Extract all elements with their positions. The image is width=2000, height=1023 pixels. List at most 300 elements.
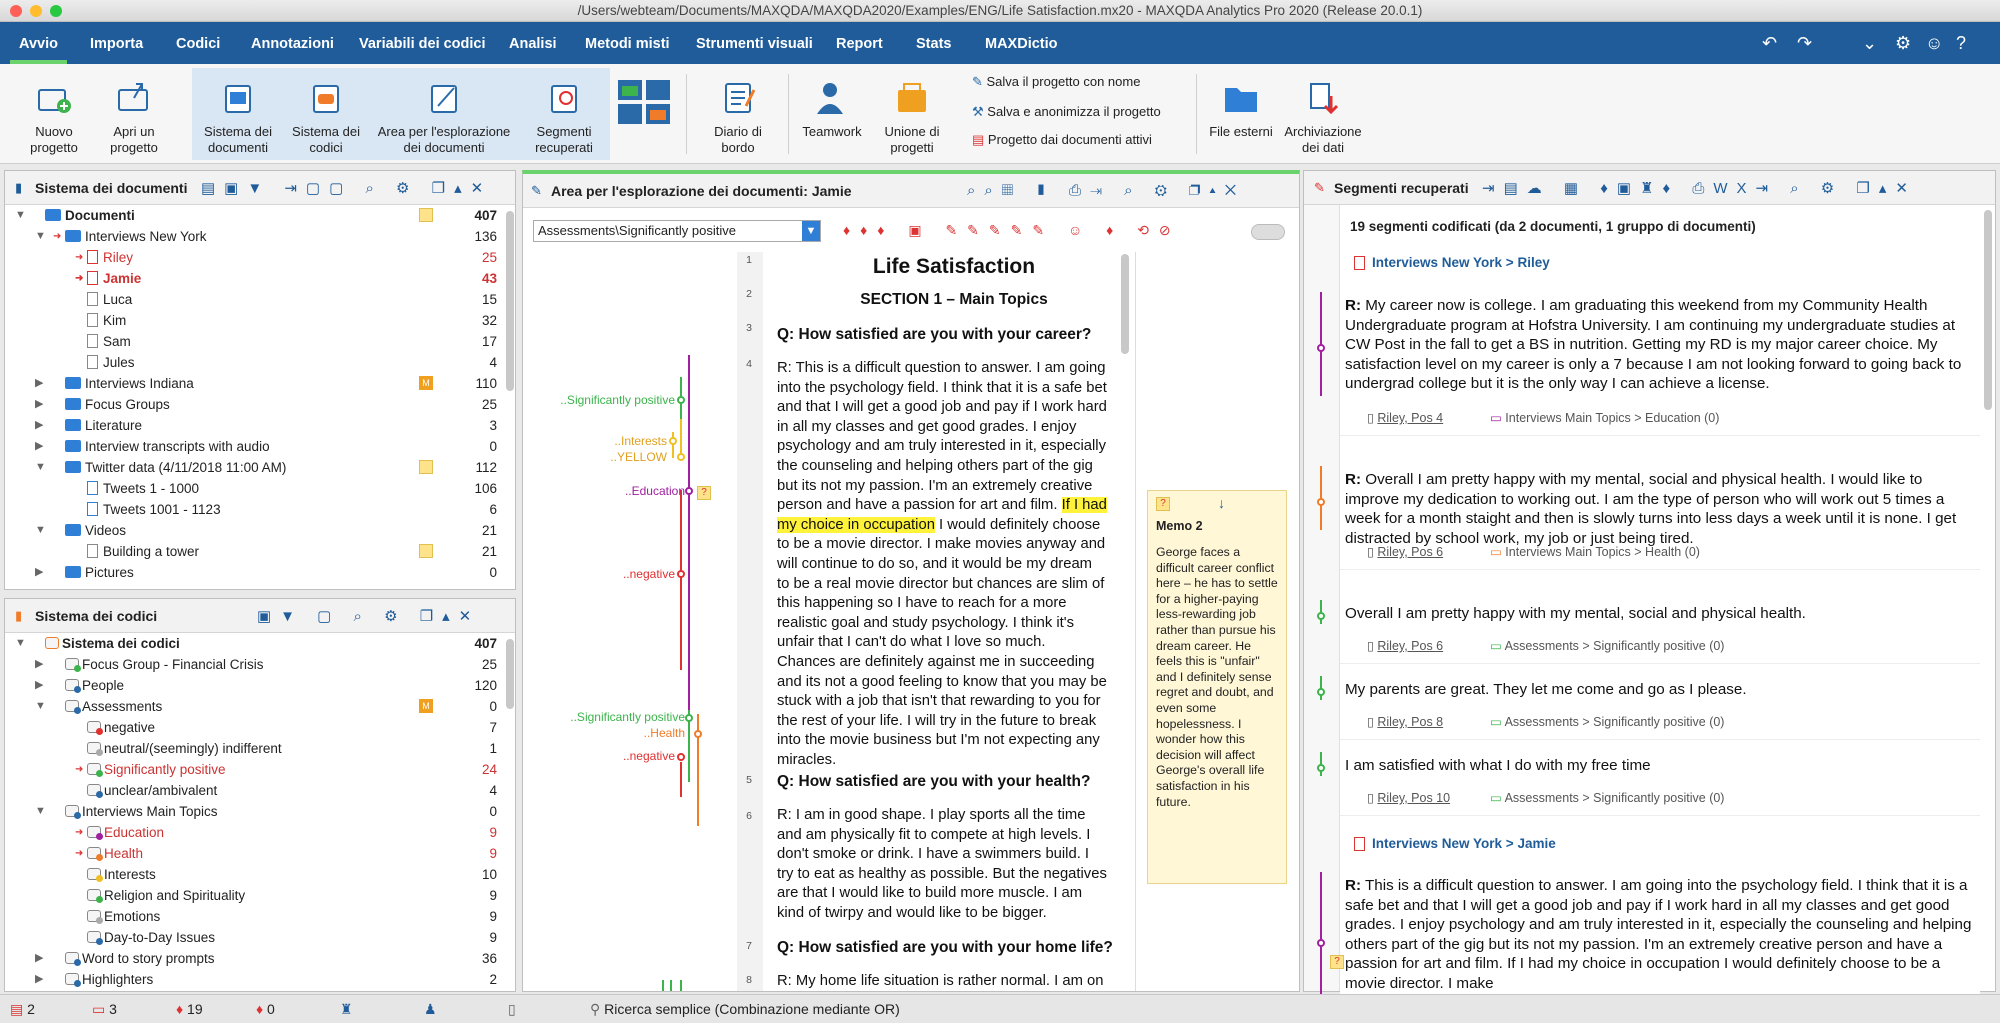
status-codes-count: 3 xyxy=(109,1001,117,1017)
code-icon: ▭ xyxy=(1490,411,1506,425)
segment-source-link[interactable]: ▯ Riley, Pos 8 xyxy=(1367,715,1444,729)
tree-row-kim[interactable] xyxy=(5,310,503,331)
document-line[interactable]: in all my classes and get good grades. I enjoy xyxy=(777,418,1077,435)
tree-count: 21 xyxy=(481,544,497,559)
expand-arrow-icon[interactable]: ▼ xyxy=(35,230,46,242)
redo-icon[interactable]: ↷ xyxy=(1797,33,1813,53)
document-icon: ▯ xyxy=(1367,545,1378,559)
logbook-icon xyxy=(718,78,758,118)
tree-label: neutral/(seemingly) indifferent xyxy=(104,741,282,756)
code-row-negative[interactable] xyxy=(5,717,503,738)
folder-icon xyxy=(65,419,81,431)
menu-analisi[interactable]: Analisi xyxy=(509,36,557,52)
tree-count: 21 xyxy=(481,523,497,538)
expand-arrow-icon[interactable]: ▶ xyxy=(35,566,44,578)
tree-label: Literature xyxy=(85,418,143,433)
document-line[interactable]: kind of twirpy and would like to be bigger. xyxy=(777,905,1047,921)
tree-row-literature[interactable] xyxy=(5,415,503,436)
coding-stripes-svg xyxy=(523,252,723,992)
menu-variabili[interactable]: Variabili dei codici xyxy=(359,36,486,52)
segment-source-link[interactable]: ▯ Riley, Pos 10 xyxy=(1367,791,1451,805)
code-icon xyxy=(87,826,101,838)
expand-arrow-icon[interactable]: ▼ xyxy=(35,805,46,817)
segment-source-link[interactable]: ▯ Riley, Pos 6 xyxy=(1367,639,1444,653)
code-label-yellow[interactable]: ..YELLOW xyxy=(610,450,667,464)
video-document-icon xyxy=(87,544,98,558)
tree-row-twitter[interactable] xyxy=(5,457,503,478)
tree-row-interviews-ny[interactable] xyxy=(5,226,503,247)
project-from-docs-button[interactable] xyxy=(972,132,1152,148)
code-row-emotions[interactable] xyxy=(5,906,503,927)
document-tree xyxy=(5,205,515,589)
document-line[interactable]: psychology and am truly interested in it, especially xyxy=(777,438,1106,455)
status-coded-count: 0 xyxy=(267,1001,275,1017)
tree-row-interviews-indiana[interactable] xyxy=(5,373,503,394)
segment-text[interactable]: R: Overall I am pretty happy with my mental, social and physical health. I would like to improve my dedication to working out. I am the type of person who will work out 5 times a week for a month staight and then is slowly turns into less days a week until it is none. I get distracted by school work, my job or just being tired. xyxy=(1345,471,1957,547)
layout-grid-icon xyxy=(616,78,672,126)
code-icon xyxy=(87,931,101,943)
menu-metodi-misti[interactable]: Metodi misti xyxy=(585,36,670,52)
code-icon xyxy=(87,784,101,796)
tree-count: 9 xyxy=(489,846,497,861)
edit-mode-toggle[interactable] xyxy=(1251,224,1285,240)
document-line[interactable]: R: I am in good shape. I play sports all the time xyxy=(777,807,1086,823)
tree-count: 4 xyxy=(489,355,497,370)
weight-icon[interactable]: ♜ xyxy=(340,1001,353,1017)
code-system-button[interactable] xyxy=(284,64,368,164)
expand-arrow-icon[interactable]: ▼ xyxy=(15,209,26,221)
smiley-icon[interactable]: ☺ xyxy=(1925,33,1944,53)
undo-icon[interactable]: ↶ xyxy=(1762,33,1778,53)
document-line[interactable]: unfair that I can't do what I love so much. xyxy=(777,634,1046,651)
document-line[interactable]: but its not my passion. I'm an extremely creative xyxy=(777,477,1093,494)
external-files-button[interactable] xyxy=(1204,64,1278,164)
document-system-toolbar[interactable]: ▤▣▼ ⇥▢▢ ⌕ ⚙ ❐▴✕ xyxy=(201,180,493,197)
expand-arrow-icon[interactable]: ▶ xyxy=(35,679,44,691)
expand-arrow-icon[interactable]: ▶ xyxy=(35,973,44,985)
segment-code-path[interactable]: ▭ Assessments > Significantly positive (0) xyxy=(1490,715,1725,729)
window-title-bar xyxy=(0,0,2000,22)
document-browser-icon: ✎ xyxy=(531,183,542,198)
document-icon: ▯ xyxy=(1367,639,1378,653)
archive-data-button[interactable] xyxy=(1280,64,1366,164)
document-line[interactable]: miracles. xyxy=(777,752,837,768)
save-anonymize-button[interactable] xyxy=(972,104,1161,120)
code-icon xyxy=(87,910,101,922)
coding-toolbar[interactable]: ♦♦♦ ▣ ✎✎✎✎✎ ☺ ♦ ⟲⊘ xyxy=(843,222,1181,238)
menu-annotazioni[interactable]: Annotazioni xyxy=(251,36,334,52)
new-project-icon xyxy=(34,78,74,118)
tree-label: Tweets 1001 - 1123 xyxy=(103,502,221,517)
code-system-icon: ▮ xyxy=(15,608,23,623)
tree-row-tweets-1[interactable] xyxy=(5,478,503,499)
expand-arrow-icon[interactable]: ▼ xyxy=(35,524,46,536)
document-line[interactable]: and am physically fit to compete at high levels. I xyxy=(777,826,1091,843)
document-line[interactable]: Chances are definitely against me in succeeding xyxy=(777,654,1095,670)
tree-count: 9 xyxy=(489,930,497,945)
line-number: 3 xyxy=(746,322,752,334)
menu-report[interactable]: Report xyxy=(836,36,883,52)
document-icon xyxy=(1354,837,1365,851)
segments-stripe-column xyxy=(1304,205,1340,992)
expand-arrow-icon[interactable]: ▶ xyxy=(35,658,44,670)
document-system-header xyxy=(5,171,515,205)
menu-codici[interactable]: Codici xyxy=(176,36,221,52)
tree-count: 24 xyxy=(481,762,497,777)
tree-label: Interests xyxy=(104,867,156,882)
document-line[interactable]: try to eat as healthy as possible. But the negatives xyxy=(777,865,1107,882)
search-mode-label: Ricerca semplice (Combinazione mediante OR) xyxy=(604,1001,900,1017)
document-line[interactable]: are that I would like to build more muscle. I am xyxy=(777,885,1083,902)
code-row-interests[interactable] xyxy=(5,864,503,885)
tree-label: Videos xyxy=(85,523,127,538)
tree-row-sam[interactable] xyxy=(5,331,503,352)
teamwork-button[interactable] xyxy=(796,64,868,164)
tree-count: 9 xyxy=(489,888,497,903)
tree-count: 2 xyxy=(489,972,497,987)
tree-label: unclear/ambivalent xyxy=(104,783,218,798)
segment-text[interactable]: Overall I am pretty happy with my mental, social and physical health. xyxy=(1345,605,1806,622)
menu-strumenti-visuali[interactable]: Strumenti visuali xyxy=(696,36,813,52)
code-row-health[interactable] xyxy=(5,843,503,864)
document-browser-button[interactable] xyxy=(372,64,516,164)
window-title: /Users/webteam/Documents/MAXQDA/MAXQDA2020/Examples/ENG/Life Satisfaction.mx20 - MAXQDA Analytics Pro 2020 (Release 20.0.1) xyxy=(577,3,1423,18)
segment-stripe-dot xyxy=(1317,764,1325,772)
document-icon xyxy=(1354,256,1365,270)
folder-icon xyxy=(65,440,81,452)
folder-icon xyxy=(45,209,61,221)
code-icon xyxy=(87,763,101,775)
expand-arrow-icon[interactable]: ▶ xyxy=(35,398,44,410)
code-label-negative[interactable]: ..negative xyxy=(622,567,675,581)
memo-icon[interactable]: ? xyxy=(1330,955,1344,969)
menu-importa[interactable]: Importa xyxy=(90,36,144,52)
segment-source-link[interactable]: ▯ Riley, Pos 4 xyxy=(1367,411,1444,425)
active-arrow-icon: ➜ xyxy=(75,252,84,263)
tree-row-focus-groups[interactable] xyxy=(5,394,503,415)
expand-arrow-icon[interactable]: ▶ xyxy=(35,377,44,389)
segment-code-path[interactable]: ▭ Interviews Main Topics > Education (0) xyxy=(1490,411,1720,425)
search-mode-icon: ⚲ xyxy=(590,1001,605,1017)
open-project-label: Apri un progetto xyxy=(110,124,158,155)
new-project-label: Nuovo progetto xyxy=(30,124,78,155)
segment-code-path[interactable]: ▭ Interviews Main Topics > Health (0) xyxy=(1490,545,1700,559)
arrow-down-icon[interactable]: ↓ xyxy=(1218,495,1225,511)
tree-label: Emotions xyxy=(104,909,161,924)
expand-arrow-icon[interactable]: ▼ xyxy=(15,637,26,649)
line-number: 7 xyxy=(746,940,752,952)
document-title: Life Satisfaction xyxy=(872,255,1036,278)
memo-icon[interactable] xyxy=(419,208,433,222)
save-anonymize-label: Salva e anonimizza il progetto xyxy=(987,104,1161,119)
code-row-focus-group[interactable] xyxy=(5,654,503,675)
segment-text[interactable]: R: My career now is college. I am graduating this weekend from my Community Health Undergraduate program at Hofstra University. I am continuing my undergraduate studies at CW Post in the fall to get a BS in nutrition. Getting my RD is my major career choice. My satisfaction level on my career is only a 7 because I am not looking forward to going back to undergrad college but it is the only way I can achieve a license. xyxy=(1345,297,1962,393)
close-window-button[interactable] xyxy=(10,5,22,17)
code-icon xyxy=(65,658,79,670)
code-system-label: Sistema dei codici xyxy=(292,124,360,155)
line-number: 6 xyxy=(746,810,752,822)
code-icon xyxy=(87,889,101,901)
document-system-label: Sistema dei documenti xyxy=(204,124,272,155)
code-row-people[interactable] xyxy=(5,675,503,696)
code-label-sig-positive-2[interactable]: ..Significantly positive xyxy=(570,710,685,724)
tree-label: Education xyxy=(104,825,165,840)
chevron-down-icon[interactable]: ▼ xyxy=(802,221,820,241)
tree-label: People xyxy=(82,678,125,693)
code-row-education[interactable] xyxy=(5,822,503,843)
tree-label: Documenti xyxy=(65,208,135,223)
document-line[interactable]: into the movie business but I'm not expecting any xyxy=(777,732,1100,749)
code-row-assessments[interactable] xyxy=(5,696,503,717)
document-system-button[interactable] xyxy=(196,64,280,164)
layout-grid-button[interactable] xyxy=(614,64,674,164)
tree-count: 106 xyxy=(474,481,497,496)
gear-icon[interactable]: ⚙ xyxy=(1895,33,1912,53)
memo-card[interactable] xyxy=(1147,490,1287,884)
segments-scrollbar[interactable] xyxy=(1984,210,1992,410)
document-text-area[interactable] xyxy=(769,252,1139,992)
active-arrow-icon: ➜ xyxy=(75,827,84,838)
code-label-education[interactable]: ..Education xyxy=(624,484,685,498)
open-project-button[interactable] xyxy=(96,64,172,164)
document-scrollbar[interactable] xyxy=(1121,254,1129,354)
highlighted-segment[interactable]: my choice in occupation xyxy=(777,516,935,533)
menu-maxdictio[interactable]: MAXDictio xyxy=(985,36,1058,52)
help-icon[interactable]: ? xyxy=(1956,33,1967,53)
document-line[interactable]: the rest of your life. I will try in the future to break xyxy=(777,712,1097,729)
tree-count: 0 xyxy=(489,804,497,819)
code-system-icon xyxy=(306,78,346,118)
line-number: 5 xyxy=(746,774,752,786)
code-row-main-topics[interactable] xyxy=(5,801,503,822)
code-row-neutral[interactable] xyxy=(5,738,503,759)
tree-count: 43 xyxy=(481,271,497,286)
tree-row-jules[interactable] xyxy=(5,352,503,373)
segment-text[interactable]: I am satisfied with what I do with my free time xyxy=(1345,757,1651,774)
twitter-document-icon xyxy=(87,481,98,495)
document-line[interactable]: the counseling and helping others part of the gig xyxy=(777,458,1093,474)
code-system-toolbar[interactable]: ▣▼ ▢ ⌕ ⚙ ❐▴✕ xyxy=(257,608,481,625)
anonymize-icon: ⚒ xyxy=(972,104,988,119)
document-browser-toolbar[interactable]: ⌕⌕▦ ▮ ⎙⇥ ⌕ ⚙ ❐▴✕ xyxy=(967,182,1246,199)
code-row-religion[interactable] xyxy=(5,885,503,906)
document-line[interactable]: to be a movie director. I make movies anyway and xyxy=(777,536,1106,553)
section-heading: SECTION 1 – Main Topics xyxy=(860,291,1048,308)
expand-arrow-icon[interactable]: ▶ xyxy=(35,952,44,964)
segment-source-link[interactable]: ▯ Riley, Pos 6 xyxy=(1367,545,1444,559)
code-label-negative-2[interactable]: ..negative xyxy=(622,749,675,763)
folder-icon xyxy=(65,377,81,389)
memo-text: George faces a difficult career conflict here – he has to settle for a higher-paying less-rewarding job rather than pursue his dream career. He feels this is "unfair" and I definitely sense regret and doubt, and even some hopelessness. I wonder how this decision will affect George's overall life satisfaction in his future. xyxy=(1156,545,1278,809)
code-icon: ▭ xyxy=(1490,639,1505,653)
highlighted-segment[interactable]: If I had xyxy=(1061,497,1107,514)
code-label-sig-positive[interactable]: ..Significantly positive xyxy=(560,393,675,407)
zoom-window-button[interactable] xyxy=(50,5,62,17)
document-system-icon xyxy=(218,78,258,118)
segment-code-path[interactable]: ▭ Assessments > Significantly positive (0) xyxy=(1490,639,1725,653)
document-line[interactable]: my choice in occupation I would definitely choose xyxy=(777,516,1101,533)
retrieved-segments-toolbar[interactable]: ⇥▤☁ ▦ ♦▣♜♦ ⎙WX⇥ ⌕ ⚙ ❐▴✕ xyxy=(1482,180,1917,197)
new-project-button[interactable] xyxy=(14,64,94,164)
tree-count: 9 xyxy=(489,909,497,924)
document-browser-panel xyxy=(522,170,1300,992)
code-icon xyxy=(65,952,79,964)
active-arrow-icon: ➜ xyxy=(53,231,62,242)
document-line[interactable]: and that I will get a good job and pay if I work hard xyxy=(777,399,1107,416)
question-1: Q: How satisfied are you with your career? xyxy=(777,326,1092,343)
tree-count: 15 xyxy=(481,292,497,307)
document-line[interactable]: will continue to do so, and it would be my dream xyxy=(777,556,1093,572)
tree-label: Religion and Spirituality xyxy=(104,888,246,903)
merge-projects-icon xyxy=(892,78,932,118)
document-line[interactable]: to be a real movie director but chances are slim of xyxy=(777,575,1105,592)
tree-label: Pictures xyxy=(85,565,134,580)
status-segments[interactable]: ♦ 19 xyxy=(176,1001,203,1017)
expand-arrow-icon[interactable]: ▶ xyxy=(35,419,44,431)
document-group-header[interactable]: Interviews New York > Riley xyxy=(1372,255,1550,270)
document-system-icon: ▮ xyxy=(15,180,23,195)
code-row-word-story[interactable] xyxy=(5,948,503,969)
document-group-header[interactable]: Interviews New York > Jamie xyxy=(1372,836,1556,851)
code-icon: ▭ xyxy=(1490,545,1506,559)
menu-avvio[interactable]: Avvio xyxy=(10,22,67,64)
code-icon: ▭ xyxy=(1490,715,1505,729)
segment-stripe-dot xyxy=(1317,939,1325,947)
code-icon: ▭ xyxy=(1490,791,1505,805)
tree-count: 110 xyxy=(475,376,497,391)
tree-count: 4 xyxy=(489,783,497,798)
retrieved-segments-title: Segmenti recuperati xyxy=(1334,180,1469,196)
folder-icon xyxy=(65,398,81,410)
document-line[interactable]: stuck with a job that isn't that rewarding to you for xyxy=(777,693,1101,710)
document-icon[interactable]: ▯ xyxy=(508,1001,516,1017)
user-icon[interactable]: ♟ xyxy=(424,1001,437,1017)
tree-label: Assessments xyxy=(82,699,163,714)
folder-icon xyxy=(1221,78,1261,118)
tree-row-documents[interactable] xyxy=(5,205,503,226)
code-icon xyxy=(65,679,79,691)
document-icon xyxy=(87,313,98,327)
document-line[interactable]: R: This is a difficult question to answer. I am going xyxy=(777,360,1106,376)
status-documents-count: 2 xyxy=(27,1001,35,1017)
segment-code-path[interactable]: ▭ Assessments > Significantly positive (0) xyxy=(1490,791,1725,805)
tree-label: Riley xyxy=(103,250,134,265)
line-number: 4 xyxy=(746,358,752,370)
tree-row-videos[interactable] xyxy=(5,520,503,541)
merge-projects-button[interactable] xyxy=(872,64,952,164)
code-row-sig-positive[interactable] xyxy=(5,759,503,780)
memo-icon[interactable] xyxy=(419,460,433,474)
segment-text[interactable]: R: This is a difficult question to answer. I am going into the psychology field. I think that it is a safe bet and that I will get a good job and pay if I work hard in all my classes and get good grades. I enjoy psychology and am truly interested in it, especially the counseling and helping others part of the gig but its not my passion. I'm an extremely creative person and have a passion for art and film. If I had my choice in occupation I would definitely choose to be a movie director. I make xyxy=(1345,877,1972,992)
tree-label: Luca xyxy=(103,292,133,307)
search-mode[interactable] xyxy=(590,1001,900,1018)
tree-label: Highlighters xyxy=(82,972,154,987)
expand-arrow-icon[interactable]: ▼ xyxy=(35,700,46,712)
retrieved-segments-button[interactable] xyxy=(522,64,606,164)
tree-label: Word to story prompts xyxy=(82,951,215,966)
segment-text[interactable]: My parents are great. They let me come and go as I please. xyxy=(1345,681,1747,698)
retrieved-segments-icon: ✎ xyxy=(1314,180,1325,195)
tree-row-riley[interactable] xyxy=(5,247,503,268)
expand-arrow-icon[interactable]: ▼ xyxy=(35,461,46,473)
code-label-health[interactable]: ..Health xyxy=(643,726,685,740)
tree-count: 7 xyxy=(489,720,497,735)
document-icon: ▯ xyxy=(1367,411,1378,425)
code-row-root[interactable] xyxy=(5,633,503,654)
menu-stats[interactable]: Stats xyxy=(916,36,952,52)
code-row-day-to-day[interactable] xyxy=(5,927,503,948)
external-files-label: File esterni xyxy=(1209,124,1273,139)
tree-count: 17 xyxy=(481,334,497,349)
tree-count: 407 xyxy=(474,208,497,223)
code-label-interests[interactable]: ..Interests xyxy=(614,434,667,448)
memo-icon[interactable]: ? xyxy=(697,486,711,500)
code-row-unclear[interactable] xyxy=(5,780,503,801)
code-tree xyxy=(5,633,515,991)
code-icon xyxy=(87,742,101,754)
status-codes[interactable]: ▭ 3 xyxy=(92,1001,117,1017)
expand-arrow-icon[interactable]: ▶ xyxy=(35,440,44,452)
segment-stripe-dot xyxy=(1317,612,1325,620)
document-line[interactable]: person and have a passion for art and film. If I had xyxy=(777,497,1107,514)
tree-row-luca[interactable] xyxy=(5,289,503,310)
line-number: 1 xyxy=(746,254,752,266)
status-bar xyxy=(0,994,2000,1023)
code-row-highlighters[interactable] xyxy=(5,969,503,990)
save-as-icon: ✎ xyxy=(972,74,987,89)
document-line[interactable]: into the psychology field. I think that it is a safe bet xyxy=(777,379,1107,396)
retrieved-segments-label: Segmenti recuperati xyxy=(535,124,593,155)
tree-row-pictures[interactable] xyxy=(5,562,503,583)
document-line[interactable]: don't smoke or drink. I have a swimmers build. I xyxy=(777,846,1090,863)
status-documents[interactable]: ▤ 2 xyxy=(10,1001,35,1017)
tree-row-jamie[interactable] xyxy=(5,268,503,289)
code-icon xyxy=(87,868,101,880)
save-as-button[interactable] xyxy=(972,74,1140,90)
document-icon xyxy=(87,334,98,348)
teamwork-label: Teamwork xyxy=(802,124,862,139)
tree-row-interview-audio[interactable] xyxy=(5,436,503,457)
tree-count: 136 xyxy=(474,229,497,244)
document-line[interactable]: realistic goal and study psychology. I think it's xyxy=(777,614,1074,631)
chevron-down-icon[interactable]: ⌄ xyxy=(1862,33,1878,53)
document-line[interactable]: this happening so I have to reach for a more xyxy=(777,595,1067,612)
document-tree-scrollbar[interactable] xyxy=(506,211,514,391)
tree-row-building-tower[interactable] xyxy=(5,541,503,562)
active-arrow-icon: ➜ xyxy=(75,764,84,775)
document-icon xyxy=(87,355,98,369)
project-docs-icon: ▤ xyxy=(972,132,988,147)
minimize-window-button[interactable] xyxy=(30,5,42,17)
segments-summary: 19 segmenti codificati (da 2 documenti, 1 gruppo di documenti) xyxy=(1350,219,1756,234)
tree-label: Focus Group - Financial Crisis xyxy=(82,657,264,672)
code-filter-select[interactable] xyxy=(533,220,821,242)
code-tree-scrollbar[interactable] xyxy=(506,639,514,709)
ribbon-separator xyxy=(788,74,789,154)
project-from-docs-label: Progetto dai documenti attivi xyxy=(987,132,1152,147)
document-icon xyxy=(87,292,98,306)
status-coded[interactable]: ♦ 0 xyxy=(256,1001,275,1017)
tree-count: 9 xyxy=(489,825,497,840)
logbook-button[interactable] xyxy=(696,64,780,164)
memo-icon[interactable] xyxy=(419,544,433,558)
tree-count: 10 xyxy=(481,867,497,882)
code-icon xyxy=(45,637,59,649)
archive-icon xyxy=(1303,78,1343,118)
document-line[interactable]: and its not a good feeling to know that you may be xyxy=(777,673,1107,690)
line-number: 2 xyxy=(746,288,752,300)
tree-row-tweets-2[interactable] xyxy=(5,499,503,520)
